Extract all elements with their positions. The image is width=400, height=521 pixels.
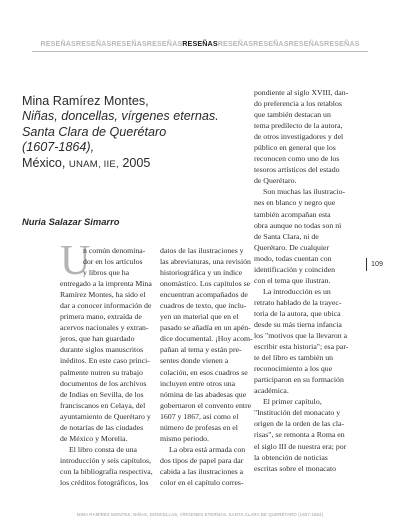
- text-line: académica.: [254, 386, 289, 396]
- text-line: primera mano, extraída de: [60, 312, 142, 322]
- text-line: dor en los artículos: [83, 257, 143, 267]
- text-line: los "motivos que la llevaron a: [254, 331, 348, 341]
- text-line: participaron en su formación: [254, 375, 344, 385]
- text-line: durante siglos manuscritos: [60, 345, 144, 355]
- text-line: de Indias en Sevilla, de los: [60, 389, 144, 399]
- text-line: introducción y seis capítulos,: [60, 455, 151, 465]
- text-line: modo, todas cuentan con: [254, 253, 332, 263]
- text-line: risas", se remonta a Roma en: [254, 430, 345, 440]
- text-line: tema predilecto de la autora,: [254, 121, 343, 131]
- text-column-1: [60, 238, 153, 488]
- section-header-band: [32, 38, 368, 49]
- text-line: pañan al tema y están pre-: [160, 345, 242, 355]
- text-line: toria de la autora, que ubica: [254, 308, 341, 318]
- text-line: pondiente al siglo XVIII, dan-: [254, 88, 349, 97]
- text-line: El libro consta de una: [69, 444, 137, 454]
- text-line: jeros, que han guardado: [60, 334, 135, 344]
- text-line: número de profesas en el: [160, 422, 238, 432]
- text-line: sentes donde vienen a: [160, 356, 229, 366]
- header-rule: [32, 51, 368, 52]
- text-line: reconocen como uno de los: [254, 154, 340, 164]
- text-line: Son muchas las ilustracio-: [263, 187, 346, 197]
- page-number: 109: [371, 259, 383, 268]
- book-reference: [22, 94, 242, 172]
- text-line: do preferencia a los retablos: [254, 99, 342, 109]
- text-line: colación, en esos cuadros se: [160, 367, 248, 377]
- text-line: tesoros artísticos del estado: [254, 165, 340, 175]
- text-line: La obra está armada con: [169, 444, 246, 454]
- header-band-highlight: RESEÑAS: [182, 39, 218, 48]
- text-line: el siglo III de nuestra era; por: [254, 441, 347, 451]
- text-line: color en el capítulo corres-: [160, 477, 244, 487]
- text-line: La introducción es un: [263, 286, 331, 296]
- text-line: que también destacan un: [254, 110, 331, 120]
- text-line: historiográfica y un índice: [160, 268, 243, 278]
- text-line: obra aunque no todas son ni: [254, 220, 342, 230]
- text-line: palmente nutren su trabajo: [60, 367, 143, 377]
- text-line: origen de la orden de las cla-: [254, 419, 345, 429]
- book-publisher-line: [22, 156, 242, 172]
- text-line: identificación y coinciden: [254, 264, 335, 274]
- text-line: incluyen entre otros una: [160, 378, 236, 388]
- text-line: con el tema que ilustran.: [254, 275, 331, 285]
- text-line: Querétaro. De cualquier: [254, 242, 330, 252]
- book-author-line: Mina Ramírez Montes,: [22, 94, 149, 108]
- text-line: dos tipos de papel para dar: [160, 455, 244, 465]
- text-line: la obtención de noticias: [254, 452, 328, 462]
- review-author: Nuria Salazar Simarro: [22, 216, 120, 227]
- text-line: las abreviaturas, una revisión: [160, 257, 251, 267]
- text-line: 1607 y 1867, así como el: [160, 411, 239, 421]
- header-band-left: RESEÑASRESEÑASRESEÑASRESEÑAS: [40, 39, 183, 48]
- text-line: cabida a las ilustraciones a: [160, 466, 244, 476]
- text-line: nes en blanco y negro que: [254, 198, 336, 208]
- text-line: y libros que ha: [83, 268, 130, 278]
- text-line: "Institución del monacato y: [254, 408, 341, 418]
- text-line: El primer capítulo,: [263, 397, 322, 407]
- text-line: n común denomina-: [83, 246, 146, 255]
- text-column-3: [254, 87, 358, 474]
- text-line: de Santa Clara, ni de: [254, 231, 319, 241]
- text-line: ayuntamiento de Querétaro y: [60, 411, 151, 421]
- text-line: onomástico. Los capítulos se: [160, 279, 251, 289]
- text-line: de México y Morelia.: [60, 433, 128, 443]
- text-line: dice documental. ¡Hoy acom-: [160, 334, 253, 344]
- text-line: escritas sobre el monacato: [254, 463, 337, 473]
- text-line: nómina de las abadesas que: [160, 389, 247, 399]
- drop-cap: U: [60, 238, 91, 284]
- running-footer: MINA RAMÍREZ MONTES, NIÑAS, DONCELLAS, VÍRGENES ETERNAS. SANTA CLARA DE QUERÉTARO (1607-1864): [76, 512, 324, 517]
- text-column-2: [160, 245, 253, 488]
- page-number-rule: [366, 258, 367, 271]
- text-line: retrato hablado de la trayec-: [254, 297, 342, 307]
- text-line: dar a conocer información de: [60, 301, 152, 311]
- text-line: te del libro es también un: [254, 353, 334, 363]
- text-line: datos de las ilustraciones y: [160, 246, 244, 255]
- text-line: público en general que los: [254, 143, 336, 153]
- header-band-right: RESEÑASRESEÑASRESEÑASRESEÑAS: [217, 39, 360, 48]
- publication-year: 2005: [118, 155, 151, 170]
- text-line: pasado se añadía en un apén-: [160, 323, 251, 333]
- text-line: Ramírez Montes, ha sido el: [60, 290, 146, 300]
- text-line: de otros investigadores y del: [254, 132, 344, 142]
- text-line: mismo periodo.: [160, 433, 209, 443]
- text-line: franciscanos en Celaya, del: [60, 400, 146, 410]
- text-line: cuadros de texto, que inclu-: [160, 301, 247, 311]
- text-line: escribir esta historia"; esa par-: [254, 342, 349, 352]
- text-line: también acompañan esta: [254, 209, 331, 219]
- text-line: gobernaron el convento entre: [160, 400, 252, 410]
- text-line: de Querétaro.: [254, 176, 297, 186]
- text-line: yen un material que en el: [160, 312, 239, 322]
- text-line: de notarías de las ciudades: [60, 422, 144, 432]
- text-line: acervos nacionales y extran-: [60, 323, 149, 333]
- book-dates-line: (1607-1864),: [22, 140, 95, 155]
- book-subtitle-line: Santa Clara de Querétaro: [22, 124, 167, 139]
- publisher-place: México,: [22, 155, 69, 170]
- text-line: encuentran acompañados de: [160, 290, 248, 300]
- text-line: entregado a la imprenta Mina: [60, 279, 152, 289]
- text-line: desde su más tierna infancia: [254, 319, 342, 329]
- text-line: con la bibliografía respectiva,: [60, 466, 153, 476]
- publisher-name: UNAM, IIE,: [68, 158, 119, 170]
- book-title-line: Niñas, doncellas, vírgenes eternas.: [22, 109, 219, 124]
- text-line: los créditos fotográficos, los: [60, 477, 149, 487]
- text-line: inéditos. En este caso princi-: [60, 356, 150, 366]
- text-line: documentos de los archivos: [60, 378, 147, 388]
- text-line: reconocimiento a los que: [254, 364, 333, 374]
